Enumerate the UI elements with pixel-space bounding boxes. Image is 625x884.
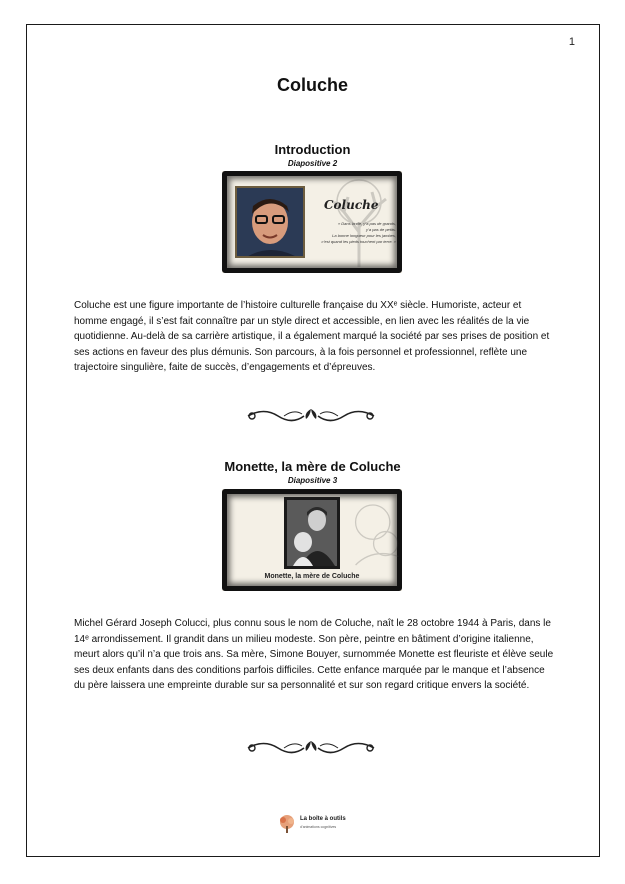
footer-logo — [276, 813, 356, 835]
logo-subtitle: d’animations cognitives — [300, 825, 337, 829]
section-heading-introduction: Introduction — [274, 142, 351, 157]
coluche-portrait — [235, 186, 305, 258]
ornament-divider-icon — [244, 405, 378, 427]
paragraph-monette: Michel Gérard Joseph Colucci, plus connu sous le nom de Coluche, naît le 28 octobre 1944 à Paris, dans le 14ᵉ arrondissement. Il grandit dans un milieu modeste. Son père, peintre en bâtiment d’origine italienne, meurt alors qu’il n’a que trois ans. Sa mère, Simone Bouyer, surnommée Monette est fleuriste et élève seule ses deux enfants dans des conditions parfois difficiles. Cette enfance marquée par le manque et l’absence du père laissera une empreinte durable sur sa personnalité et sur son regard critique envers la société. — [74, 618, 554, 692]
paragraph-introduction: Coluche est une figure importante de l’histoire culturelle française du XXᵉ siècle. Humoriste, acteur et homme engagé, il s’est fait connaître par un style direct et accessible, en lien avec les réalités de la vie quotidienne. Au-delà de sa carrière artistique, il a également marqué la société par ses prises de position et ses actions en faveur des plus démunis. Son parcours, à la fois personnel et professionnel, reflète une trajectoire singulière, faite de succès, d’engagements et d’épreuves. — [74, 300, 550, 374]
slide-title: Coluche — [324, 198, 379, 212]
slide-quote: « Dans la vie, y’a pas de grands, y’a pas de petits. La bonne longueur pour les jambes, c’est quand les pieds touchent par terre. » — [321, 221, 396, 244]
floral-watermark-icon — [347, 495, 402, 575]
slide-label: Diapositive 2 — [287, 159, 338, 168]
logo-name: La boîte à outils — [300, 816, 346, 822]
slide-thumbnail-coluche — [222, 171, 402, 273]
page-title: Coluche — [276, 75, 348, 95]
slide-label: Diapositive 3 — [287, 476, 338, 485]
ornament-divider-icon — [244, 737, 378, 759]
slide-caption: Monette, la mère de Coluche — [264, 573, 360, 580]
slide-thumbnail-monette — [222, 489, 402, 591]
section-heading-monette: Monette, la mère de Coluche — [224, 459, 401, 474]
page-number: 1 — [568, 36, 575, 48]
toolbox-tree-icon — [276, 813, 298, 835]
monette-portrait — [284, 497, 340, 569]
